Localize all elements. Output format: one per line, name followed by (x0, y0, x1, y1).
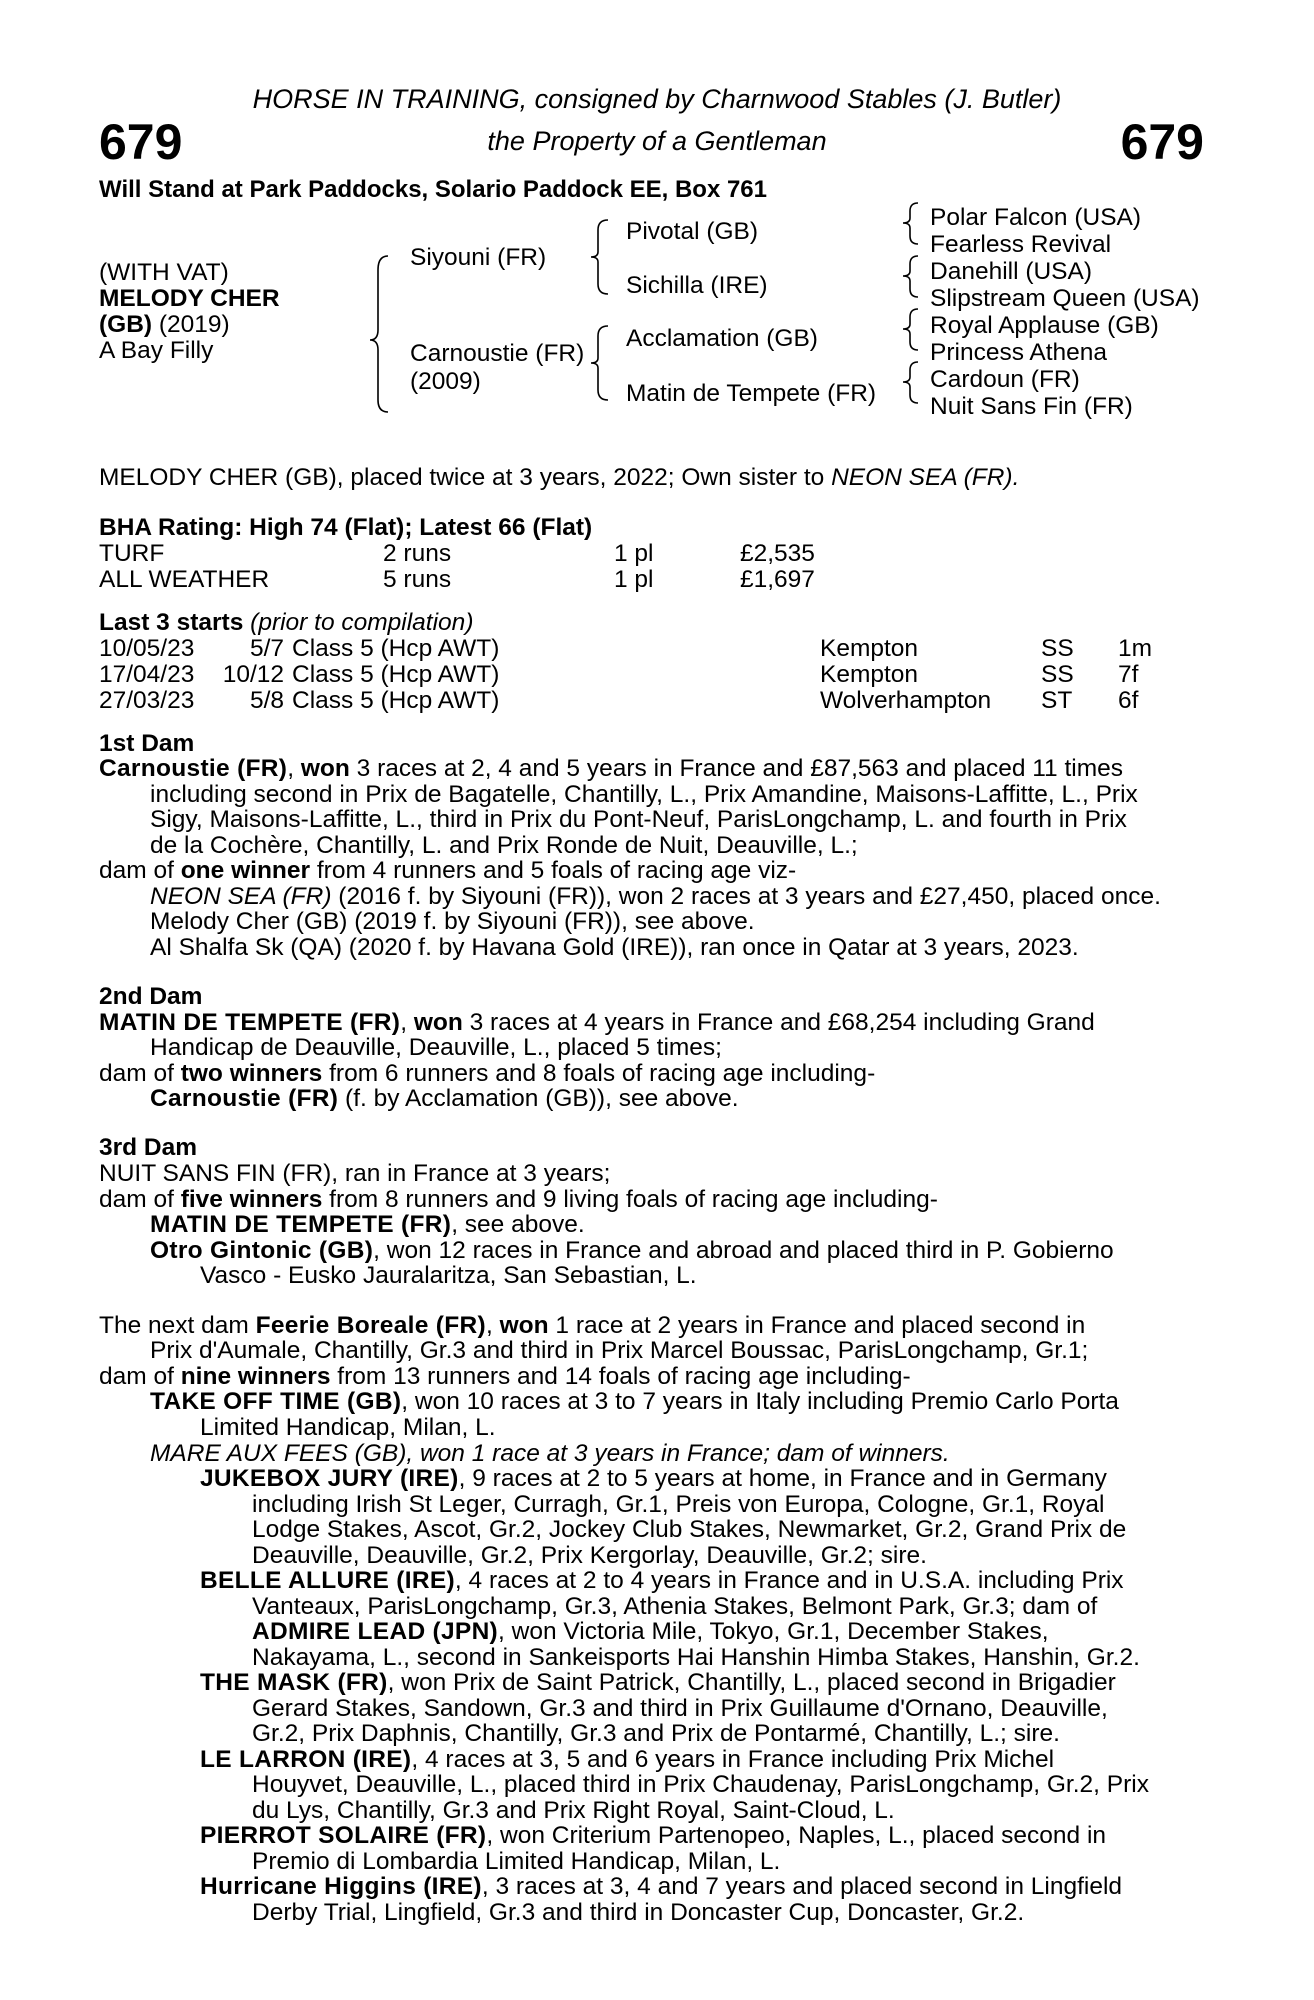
start-2-course: Kempton (820, 661, 919, 688)
dam1-foal-2: Melody Cher (GB) (2019 f. by Siyouni (FR)), see above. (150, 908, 755, 935)
start-3-going: ST (1041, 687, 1073, 714)
rating-aw-surface: ALL WEATHER (99, 566, 270, 593)
belle-allure-2: Vanteaux, ParisLongchamp, Gr.3, Athenia Stakes, Belmont Park, Gr.3; dam of (252, 1593, 1098, 1620)
sire-dam: Sichilla (IRE) (626, 272, 768, 299)
lot-number-left: 679 (99, 114, 183, 170)
dam3-line1: NUIT SANS FIN (FR), ran in France at 3 years; (99, 1160, 611, 1187)
dam1-foal-1: NEON SEA (FR) (2016 f. by Siyouni (FR)), won 2 races at 3 years and £27,450, placed once. (150, 883, 1161, 910)
dam1-line2: including second in Prix de Bagatelle, Chantilly, L., Prix Amandine, Maisons-Laffitte, L., Prix (150, 781, 1138, 808)
start-2-date: 17/04/23 (99, 661, 195, 688)
dam1-line4: de la Cochère, Chantilly, L. and Prix Ronde de Nuit, Deauville, L.; (150, 832, 858, 859)
rating-aw-pl: 1 pl (614, 566, 654, 593)
start-3-dist: 6f (1118, 687, 1139, 714)
lot-number-right: 679 (1120, 114, 1204, 170)
brace-sire (591, 220, 608, 294)
start-3-course: Wolverhampton (820, 687, 992, 714)
gg-dss: Royal Applause (GB) (930, 312, 1159, 339)
the-mask-2: Gerard Stakes, Sandown, Gr.3 and third in Prix Guillaume d'Ornano, Deauville, (252, 1695, 1108, 1722)
start-3-date: 27/03/23 (99, 687, 195, 714)
next-dam-dam-of: dam of nine winners from 13 runners and 14 foals of racing age including- (99, 1363, 911, 1390)
pierrot-solaire-2: Premio di Lombardia Limited Handicap, Milan, L. (252, 1848, 781, 1875)
property-line: the Property of a Gentleman (487, 126, 827, 156)
dam3-heading: 3rd Dam (99, 1134, 198, 1161)
le-larron-2: Houyvet, Deauville, L., placed third in Prix Chaudenay, ParisLongchamp, Gr.2, Prix (252, 1771, 1149, 1798)
mare-aux-fees: MARE AUX FEES (GB), won 1 race at 3 years in France; dam of winners. (150, 1440, 950, 1467)
stand-line: Will Stand at Park Paddocks, Solario Paddock EE, Box 761 (99, 176, 768, 203)
vat-label: (WITH VAT) (99, 259, 229, 286)
dam1-line1: Carnoustie (FR), won 3 races at 2, 4 and 5 years in France and £87,563 and placed 11 times (99, 755, 1124, 782)
brace-dd (903, 362, 918, 403)
gg-sdd: Slipstream Queen (USA) (930, 285, 1200, 312)
dam-year: (2009) (410, 368, 481, 395)
dam2-line1: MATIN DE TEMPETE (FR), won 3 races at 4 years in France and £68,254 including Grand (99, 1009, 1095, 1036)
sire-sire: Pivotal (GB) (626, 218, 759, 245)
start-2-race: Class 5 (Hcp AWT) (292, 661, 500, 688)
gg-ddd: Nuit Sans Fin (FR) (930, 393, 1133, 420)
gg-dds: Cardoun (FR) (930, 366, 1080, 393)
start-3-pos: 5/8 (249, 687, 284, 714)
rating-turf-runs: 2 runs (383, 540, 452, 567)
dam3-foal-1: MATIN DE TEMPETE (FR), see above. (150, 1211, 585, 1238)
dam3-dam-of: dam of five winners from 8 runners and 9 living foals of racing age including- (99, 1186, 938, 1213)
consignor-line: HORSE IN TRAINING, consigned by Charnwood Stables (J. Butler) (252, 84, 1062, 114)
gg-sss: Polar Falcon (USA) (930, 204, 1142, 231)
brace-ds (903, 309, 918, 350)
hurricane-higgins-2: Derby Trial, Lingfield, Gr.3 and third in Doncaster Cup, Doncaster, Gr.2. (252, 1899, 1025, 1926)
dam1-line3: Sigy, Maisons-Laffitte, L., third in Prix du Pont-Neuf, ParisLongchamp, L. and fourth in Prix (150, 806, 1127, 833)
dam-dam: Matin de Tempete (FR) (626, 380, 877, 407)
jukebox-jury-2: including Irish St Leger, Curragh, Gr.1, Preis von Europa, Cologne, Gr.1, Royal (252, 1491, 1105, 1518)
gg-ssd: Fearless Revival (930, 231, 1112, 258)
start-3-race: Class 5 (Hcp AWT) (292, 687, 500, 714)
start-1-date: 10/05/23 (99, 635, 195, 662)
dam2-line2: Handicap de Deauville, Deauville, L., placed 5 times; (150, 1034, 722, 1061)
brace-ss (903, 203, 918, 244)
dam2-heading: 2nd Dam (99, 983, 203, 1010)
jukebox-jury: JUKEBOX JURY (IRE), 9 races at 2 to 5 years at home, in France and in Germany (200, 1465, 1107, 1492)
the-mask: THE MASK (FR), won Prix de Saint Patrick, Chantilly, L., placed second in Brigadier (200, 1669, 1116, 1696)
start-1-dist: 1m (1118, 635, 1153, 662)
dam3-foal-2b: Vasco - Eusko Jauralaritza, San Sebastian, L. (200, 1262, 697, 1289)
start-2-dist: 7f (1118, 661, 1139, 688)
take-off-time: TAKE OFF TIME (GB), won 10 races at 3 to 7 years in Italy including Premio Carlo Porta (150, 1388, 1119, 1415)
dam2-foal-1: Carnoustie (FR) (f. by Acclamation (GB)), see above. (150, 1085, 739, 1112)
start-2-pos: 10/12 (222, 661, 284, 688)
le-larron: LE LARRON (IRE), 4 races at 3, 5 and 6 years in France including Prix Michel (200, 1746, 1055, 1773)
dam2-dam-of: dam of two winners from 6 runners and 8 foals of racing age including- (99, 1060, 876, 1087)
start-1-pos: 5/7 (249, 635, 284, 662)
dam-name: Carnoustie (FR) (410, 340, 585, 367)
dam-sire: Acclamation (GB) (626, 325, 818, 352)
start-2-going: SS (1041, 661, 1074, 688)
horse-origin: (GB) (2019) (99, 311, 230, 338)
brace-main (370, 256, 388, 412)
start-1-course: Kempton (820, 635, 919, 662)
belle-allure-3: ADMIRE LEAD (JPN), won Victoria Mile, Tokyo, Gr.1, December Stakes, (252, 1618, 1049, 1645)
jukebox-jury-3: Lodge Stakes, Ascot, Gr.2, Jockey Club Stakes, Newmarket, Gr.2, Grand Prix de (252, 1516, 1127, 1543)
start-1-going: SS (1041, 635, 1074, 662)
rating-turf-surface: TURF (99, 540, 165, 567)
start-1-race: Class 5 (Hcp AWT) (292, 635, 500, 662)
brace-dam (591, 326, 608, 400)
next-dam-line2: Prix d'Aumale, Chantilly, Gr.3 and third in Prix Marcel Boussac, ParisLongchamp, Gr.1; (150, 1337, 1089, 1364)
rating-turf-pl: 1 pl (614, 540, 654, 567)
dam1-foal-3: Al Shalfa Sk (QA) (2020 f. by Havana Gold (IRE)), ran once in Qatar at 3 years, 2023. (150, 934, 1079, 961)
jukebox-jury-4: Deauville, Deauville, Gr.2, Prix Kergorlay, Deauville, Gr.2; sire. (252, 1542, 927, 1569)
next-dam-line1: The next dam Feerie Boreale (FR), won 1 race at 2 years in France and placed second in (99, 1312, 1086, 1339)
last-starts-title: Last 3 starts (prior to compilation) (99, 609, 474, 636)
dam1-heading: 1st Dam (99, 730, 195, 757)
belle-allure: BELLE ALLURE (IRE), 4 races at 2 to 4 years in France and in U.S.A. including Prix (200, 1567, 1124, 1594)
dam1-dam-of: dam of one winner from 4 runners and 5 foals of racing age viz- (99, 857, 797, 884)
pierrot-solaire: PIERROT SOLAIRE (FR), won Criterium Partenopeo, Naples, L., placed second in (200, 1822, 1107, 1849)
rating-aw-earnings: £1,697 (740, 566, 815, 593)
summary: MELODY CHER (GB), placed twice at 3 years, 2022; Own sister to NEON SEA (FR). (99, 464, 1020, 491)
sire-name: Siyouni (FR) (410, 244, 547, 271)
rating-turf-earnings: £2,535 (740, 540, 815, 567)
rating-aw-runs: 5 runs (383, 566, 452, 593)
take-off-time-2: Limited Handicap, Milan, L. (200, 1414, 496, 1441)
horse-name: MELODY CHER (99, 285, 280, 312)
le-larron-3: du Lys, Chantilly, Gr.3 and Prix Right Royal, Saint-Cloud, L. (252, 1797, 895, 1824)
belle-allure-4: Nakayama, L., second in Sankeisports Hai Hanshin Himba Stakes, Hanshin, Gr.2. (252, 1644, 1140, 1671)
gg-sds: Danehill (USA) (930, 258, 1093, 285)
horse-description: A Bay Filly (99, 337, 214, 364)
hurricane-higgins: Hurricane Higgins (IRE), 3 races at 3, 4 and 7 years and placed second in Lingfield (200, 1873, 1123, 1900)
the-mask-3: Gr.2, Prix Daphnis, Chantilly, Gr.3 and Prix de Pontarmé, Chantilly, L.; sire. (252, 1720, 1060, 1747)
bha-rating: BHA Rating: High 74 (Flat); Latest 66 (Flat) (99, 514, 593, 541)
brace-sd (903, 256, 918, 297)
dam3-foal-2: Otro Gintonic (GB), won 12 races in France and abroad and placed third in P. Gobierno (150, 1237, 1114, 1264)
gg-dsd: Princess Athena (930, 339, 1108, 366)
